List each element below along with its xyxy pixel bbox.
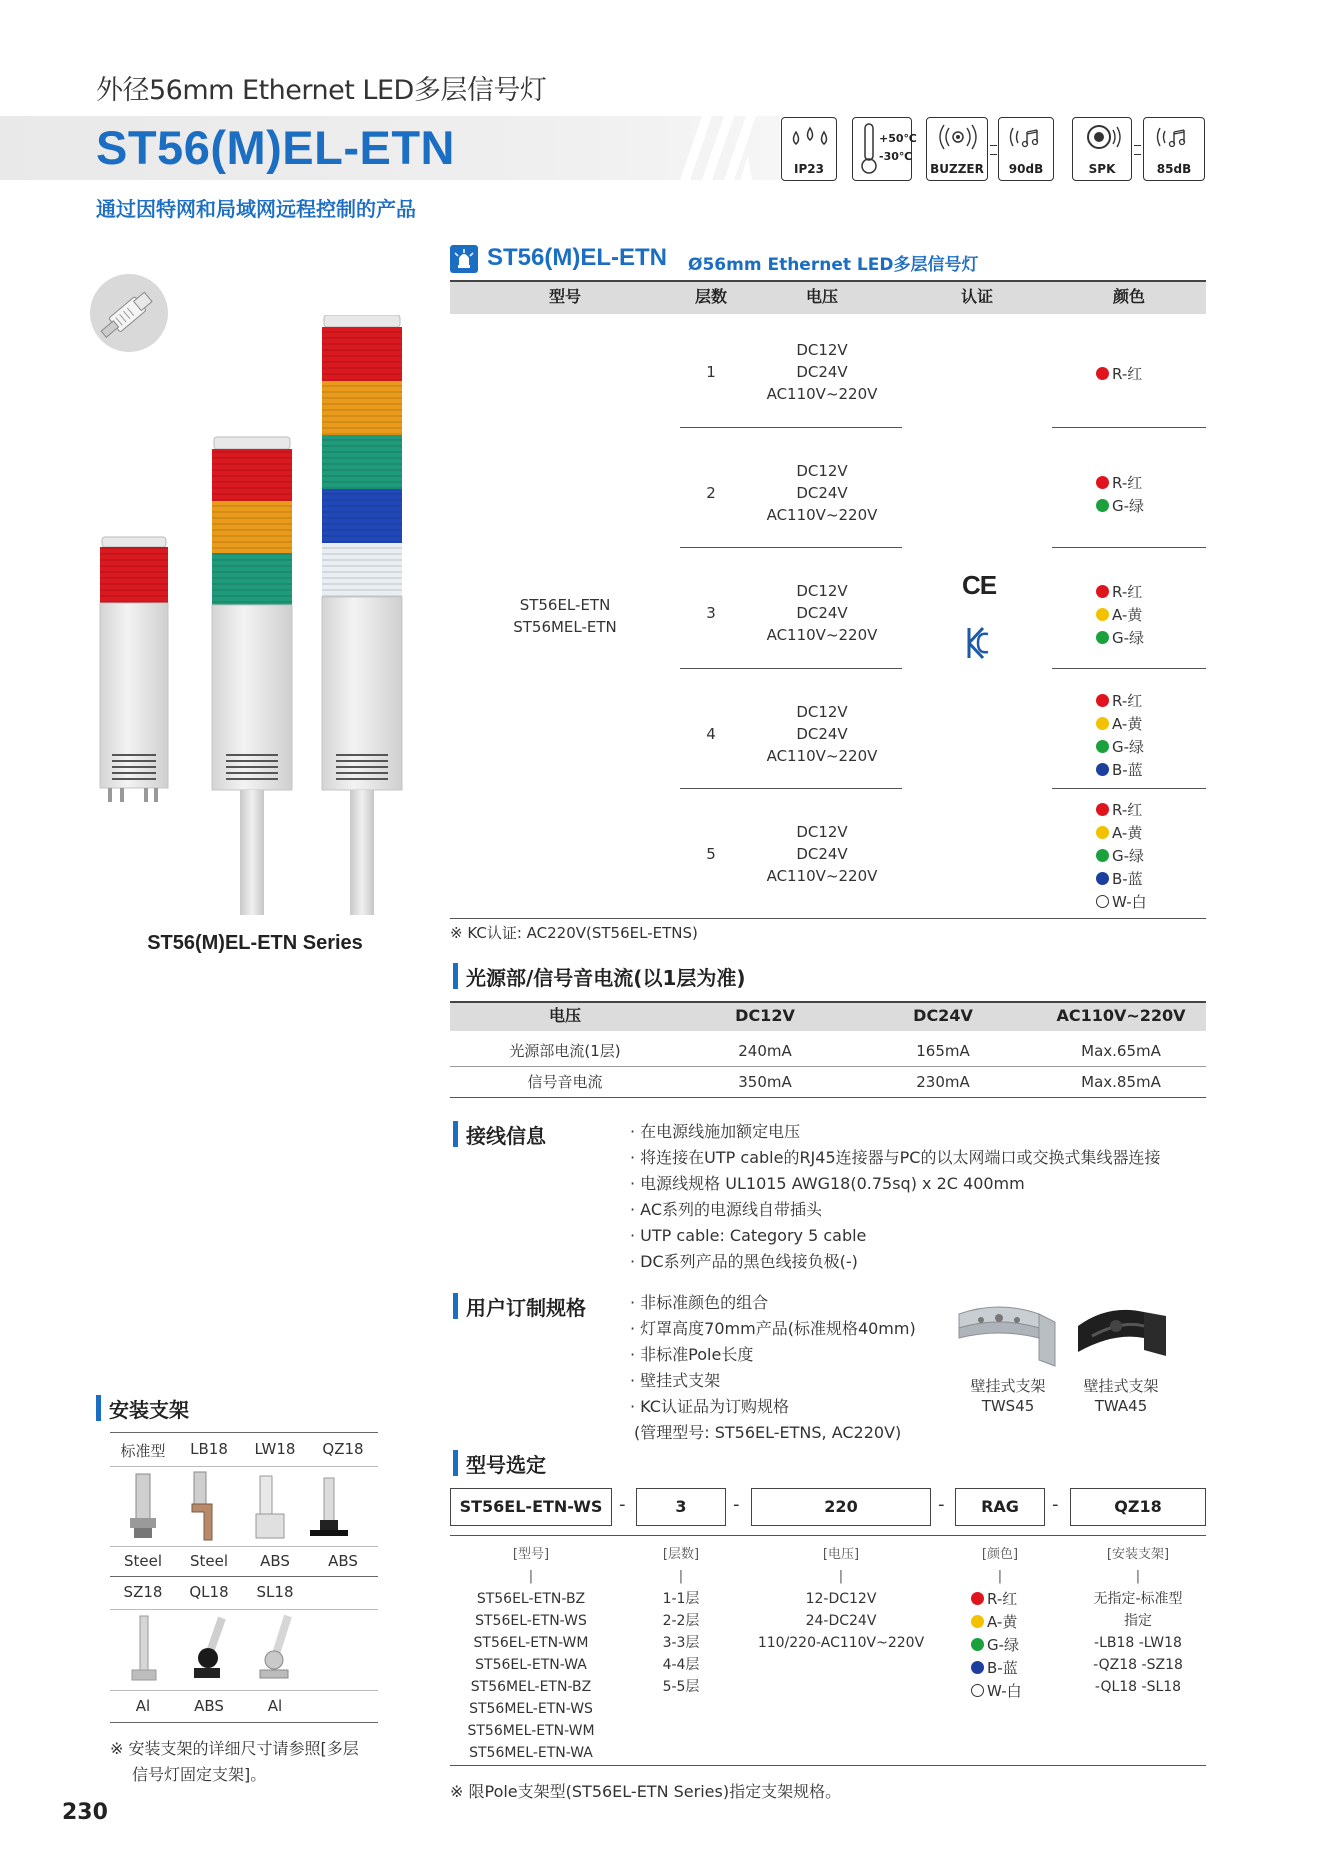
model-options: [型号] | ST56EL-ETN-BZ ST56EL-ETN-WS ST56EL-ETN-WM ST56EL-ETN-WA ST56MEL-ETN-BZ ST56MEL-ETN-WS ST56MEL-ETN-WM ST56MEL-ETN-WA	[467, 1547, 595, 1761]
color-list	[1096, 690, 1144, 782]
buzzer-icon: BUZZER	[926, 117, 988, 181]
color-item: W-白	[1096, 891, 1147, 914]
row-rule	[450, 1066, 1206, 1067]
connector-icon	[990, 145, 997, 155]
mount-material: ABS	[260, 1552, 290, 1570]
custom-list	[630, 1290, 916, 1446]
mount-options: [安装支架] | 无指定-标准型 指定 -LB18 -LW18 -QZ18 -SZ18 -QL18 -SL18	[1093, 1547, 1183, 1695]
mount-rule	[110, 1609, 378, 1610]
separator: -	[1052, 1494, 1059, 1515]
voltage-item: DC24V	[796, 483, 848, 502]
tier-count: 5	[706, 845, 716, 864]
voltage-item: DC24V	[796, 845, 848, 864]
row-rule	[680, 668, 902, 669]
selector-color-box: RAG	[955, 1488, 1045, 1526]
color-item: G-绿	[1096, 845, 1147, 868]
voltage-item: AC110V~220V	[766, 385, 878, 404]
mount-note: ※ 安装支架的详细尺寸请参照[多层 信号灯固定支架]。	[110, 1739, 359, 1784]
color-dot-icon	[1096, 608, 1109, 621]
color-item: A-黄	[1096, 822, 1147, 845]
mount-rule	[110, 1576, 378, 1577]
page-number: 230	[62, 1800, 108, 1825]
row-rule	[450, 1097, 1206, 1098]
ip-rating-icon: IP23	[781, 117, 837, 181]
kc-note: ※ KC认证: AC220V(ST56EL-ETNS)	[450, 924, 698, 942]
voltage-list	[742, 460, 902, 526]
row-rule	[1052, 547, 1206, 548]
color-dot-icon	[1096, 740, 1109, 753]
selector-tier-box: 3	[636, 1488, 726, 1526]
list-item: · DC系列产品的黑色线接负极(-)	[630, 1252, 858, 1271]
color-list	[1096, 472, 1144, 518]
title-band-stripes	[640, 116, 770, 180]
product-caption: ST56(M)EL-ETN Series	[147, 932, 363, 954]
voltage-item: DC12V	[796, 702, 848, 721]
mount-rule	[110, 1690, 378, 1691]
list-item: · 壁挂式支架	[630, 1371, 721, 1390]
tier-count: 4	[706, 724, 716, 743]
list-item: · 将连接在UTP cable的RJ45连接器与PC的以太网端口或交换式集线器连接	[630, 1148, 1161, 1167]
color-item: B-蓝	[1096, 868, 1147, 891]
color-item: R-红	[1096, 581, 1144, 604]
section-marker	[453, 1293, 458, 1319]
connector-icon	[1134, 145, 1141, 155]
voltage-item: AC110V~220V	[766, 867, 878, 886]
tier-count: 3	[706, 604, 716, 623]
tier-count: 2	[706, 483, 716, 502]
list-item: · UTP cable: Category 5 cable	[630, 1226, 867, 1245]
color-item: G-绿	[1096, 495, 1144, 518]
list-item: (管理型号: ST56EL-ETNS, AC220V)	[634, 1423, 902, 1442]
col-cert: 认证	[960, 287, 993, 306]
color-dot-icon	[971, 1661, 984, 1674]
current-title: 光源部/信号音电流(以1层为准)	[466, 966, 746, 990]
mount-head: LW18	[254, 1440, 296, 1458]
color-dot-icon	[1096, 763, 1109, 776]
col-voltage: 电压	[805, 287, 838, 306]
list-item: · 灯罩高度70mm产品(标准规格40mm)	[630, 1319, 916, 1338]
color-dot-icon	[1096, 476, 1109, 489]
color-dot-icon	[1096, 717, 1109, 730]
page-tagline: 通过因特网和局域网远程控制的产品	[96, 197, 416, 221]
page-title: ST56(M)EL-ETN	[96, 121, 455, 174]
selector-title: 型号选定	[466, 1453, 546, 1477]
section-title: ST56(M)EL-ETN	[487, 244, 667, 271]
mount-rule	[110, 1466, 378, 1467]
section-marker	[453, 963, 458, 989]
list-item: · AC系列的电源线自带插头	[630, 1200, 823, 1219]
row-rule	[1052, 427, 1206, 428]
temperature-icon: +50℃ -30℃	[852, 117, 912, 181]
color-item: G-绿	[1096, 736, 1144, 759]
tier-options: [层数] | 1-1层 2-2层 3-3层 4-4层 5-5层	[662, 1547, 700, 1695]
mount-title: 安装支架	[109, 1398, 189, 1422]
row-rule	[1052, 668, 1206, 669]
col-tiers: 层数	[694, 287, 727, 306]
page-subtitle: 外径56mm Ethernet LED多层信号灯	[96, 75, 547, 106]
separator: -	[733, 1494, 740, 1515]
tws45-bracket-image	[955, 1298, 1059, 1370]
list-item: · KC认证品为订购规格	[630, 1397, 789, 1416]
color-item: R-红	[1096, 690, 1144, 713]
row-rule	[680, 547, 902, 548]
color-dot-icon	[1096, 585, 1109, 598]
current-row-label: 信号音电流	[527, 1073, 603, 1091]
kc-mark	[966, 626, 992, 660]
voltage-options: [电压] | 12-DC12V 24-DC24V 110/220-AC110V~220V	[757, 1547, 925, 1651]
color-option: B-蓝	[971, 1657, 1045, 1680]
current-row-label: 光源部电流(1层)	[509, 1042, 621, 1060]
voltage-item: DC24V	[796, 724, 848, 743]
selector-bottom-rule	[450, 1765, 1206, 1766]
table-bottom-rule	[450, 918, 1206, 919]
voltage-list	[742, 701, 902, 767]
color-dot-icon	[1096, 631, 1109, 644]
twa45-bracket-image	[1072, 1296, 1172, 1368]
color-dot-icon	[1096, 895, 1109, 908]
col-color: 颜色	[1112, 287, 1145, 306]
voltage-item: DC12V	[796, 341, 848, 360]
wiring-list	[630, 1119, 1160, 1275]
mount-head: 标准型	[120, 1442, 166, 1460]
color-dot-icon	[1096, 872, 1109, 885]
bracket-caption: 壁挂式支架 TWA45	[1083, 1377, 1159, 1415]
section-marker	[96, 1395, 101, 1421]
color-dot-icon	[1096, 367, 1109, 380]
speaker-icon: SPK	[1072, 117, 1132, 181]
col-model: 型号	[548, 287, 581, 306]
mount-material: Steel	[123, 1552, 163, 1570]
current-cell: 240mA	[738, 1042, 792, 1060]
color-dot-icon	[1096, 694, 1109, 707]
current-col-ac: AC110V~220V	[1056, 1006, 1186, 1025]
mount-rule	[110, 1432, 378, 1433]
color-item: A-黄	[1096, 604, 1144, 627]
current-col-voltage: 电压	[548, 1006, 581, 1025]
row-rule	[680, 788, 902, 789]
buzzer-volume-icon: 90dB	[998, 117, 1054, 181]
color-item: B-蓝	[1096, 759, 1144, 782]
voltage-item: AC110V~220V	[766, 626, 878, 645]
current-cell: Max.65mA	[1081, 1042, 1161, 1060]
separator: -	[938, 1494, 945, 1515]
selector-model-box: ST56EL-ETN-WS	[450, 1488, 612, 1526]
wiring-title: 接线信息	[466, 1124, 546, 1148]
selector-mount-box: QZ18	[1070, 1488, 1206, 1526]
current-cell: Max.85mA	[1081, 1073, 1161, 1091]
voltage-item: DC24V	[796, 363, 848, 382]
color-list	[1096, 363, 1142, 386]
current-cell: 165mA	[916, 1042, 970, 1060]
mount-head: QZ18	[322, 1440, 364, 1458]
list-item: · 非标准颜色的组合	[630, 1293, 769, 1312]
mount-material: Steel	[189, 1552, 229, 1570]
mount-material: Al	[267, 1697, 283, 1715]
voltage-item: DC12V	[796, 461, 848, 480]
color-item: G-绿	[1096, 627, 1144, 650]
bracket-caption: 壁挂式支架 TWS45	[970, 1377, 1046, 1415]
voltage-item: DC12V	[796, 823, 848, 842]
mount-head: SL18	[256, 1583, 294, 1601]
color-dot-icon	[971, 1684, 984, 1697]
selector-rule	[450, 1535, 1206, 1536]
selector-voltage-box: 220	[751, 1488, 931, 1526]
custom-title: 用户订制规格	[466, 1296, 586, 1320]
current-col-dc24: DC24V	[913, 1006, 973, 1025]
section-marker	[453, 1450, 458, 1476]
color-option: A-黄	[971, 1611, 1045, 1634]
voltage-list	[742, 339, 902, 405]
color-dot-icon	[1096, 849, 1109, 862]
list-item: · 在电源线施加额定电压	[630, 1122, 801, 1141]
selector-note: ※ 限Pole支架型(ST56EL-ETN Series)指定支架规格。	[450, 1782, 842, 1801]
voltage-item: AC110V~220V	[766, 746, 878, 765]
mount-material: ABS	[328, 1552, 358, 1570]
mount-material: Al	[135, 1697, 151, 1715]
voltage-list	[742, 580, 902, 646]
voltage-list	[742, 821, 902, 887]
section-subtitle: Ø56mm Ethernet LED多层信号灯	[688, 255, 979, 275]
mount-images-row2	[110, 1612, 310, 1690]
mount-rule	[110, 1722, 378, 1723]
separator: -	[619, 1494, 626, 1515]
mount-head: QL18	[189, 1583, 229, 1601]
ce-mark: CE	[962, 570, 997, 600]
section-marker	[453, 1121, 458, 1147]
mount-material: ABS	[194, 1697, 224, 1715]
color-dot-icon	[971, 1638, 984, 1651]
list-item: · 电源线规格 UL1015 AWG18(0.75sq) x 2C 400mm	[630, 1174, 1025, 1193]
product-image	[90, 315, 410, 920]
lamp-icon	[450, 245, 478, 273]
row-rule	[680, 427, 902, 428]
current-cell: 230mA	[916, 1073, 970, 1091]
color-dot-icon	[1096, 499, 1109, 512]
mount-head: SZ18	[123, 1583, 163, 1601]
color-item: R-红	[1096, 363, 1142, 386]
row-rule	[1052, 788, 1206, 789]
mount-images-row1	[110, 1468, 378, 1546]
current-cell: 350mA	[738, 1073, 792, 1091]
color-dot-icon	[1096, 803, 1109, 816]
color-item: R-红	[1096, 799, 1147, 822]
color-option: G-绿	[971, 1634, 1045, 1657]
voltage-item: AC110V~220V	[766, 505, 878, 524]
model-name: ST56EL-ETN	[519, 596, 611, 614]
speaker-volume-icon: 85dB	[1143, 117, 1205, 181]
color-item: R-红	[1096, 472, 1144, 495]
color-list	[1096, 581, 1144, 650]
color-options: [颜色] | R-红 A-黄 G-绿 B-蓝 W-白	[955, 1544, 1045, 1703]
tier-count: 1	[706, 363, 716, 382]
voltage-item: DC12V	[796, 582, 848, 601]
color-dot-icon	[971, 1615, 984, 1628]
mount-rule	[110, 1546, 378, 1547]
mount-head: LB18	[190, 1440, 228, 1458]
color-item: A-黄	[1096, 713, 1144, 736]
color-dot-icon	[1096, 826, 1109, 839]
model-name: ST56MEL-ETN	[513, 618, 617, 636]
current-col-dc12: DC12V	[735, 1006, 795, 1025]
color-option: R-红	[971, 1588, 1045, 1611]
list-item: · 非标准Pole长度	[630, 1345, 754, 1364]
voltage-item: DC24V	[796, 604, 848, 623]
color-dot-icon	[971, 1592, 984, 1605]
color-option: W-白	[971, 1680, 1045, 1703]
color-list	[1096, 799, 1147, 914]
